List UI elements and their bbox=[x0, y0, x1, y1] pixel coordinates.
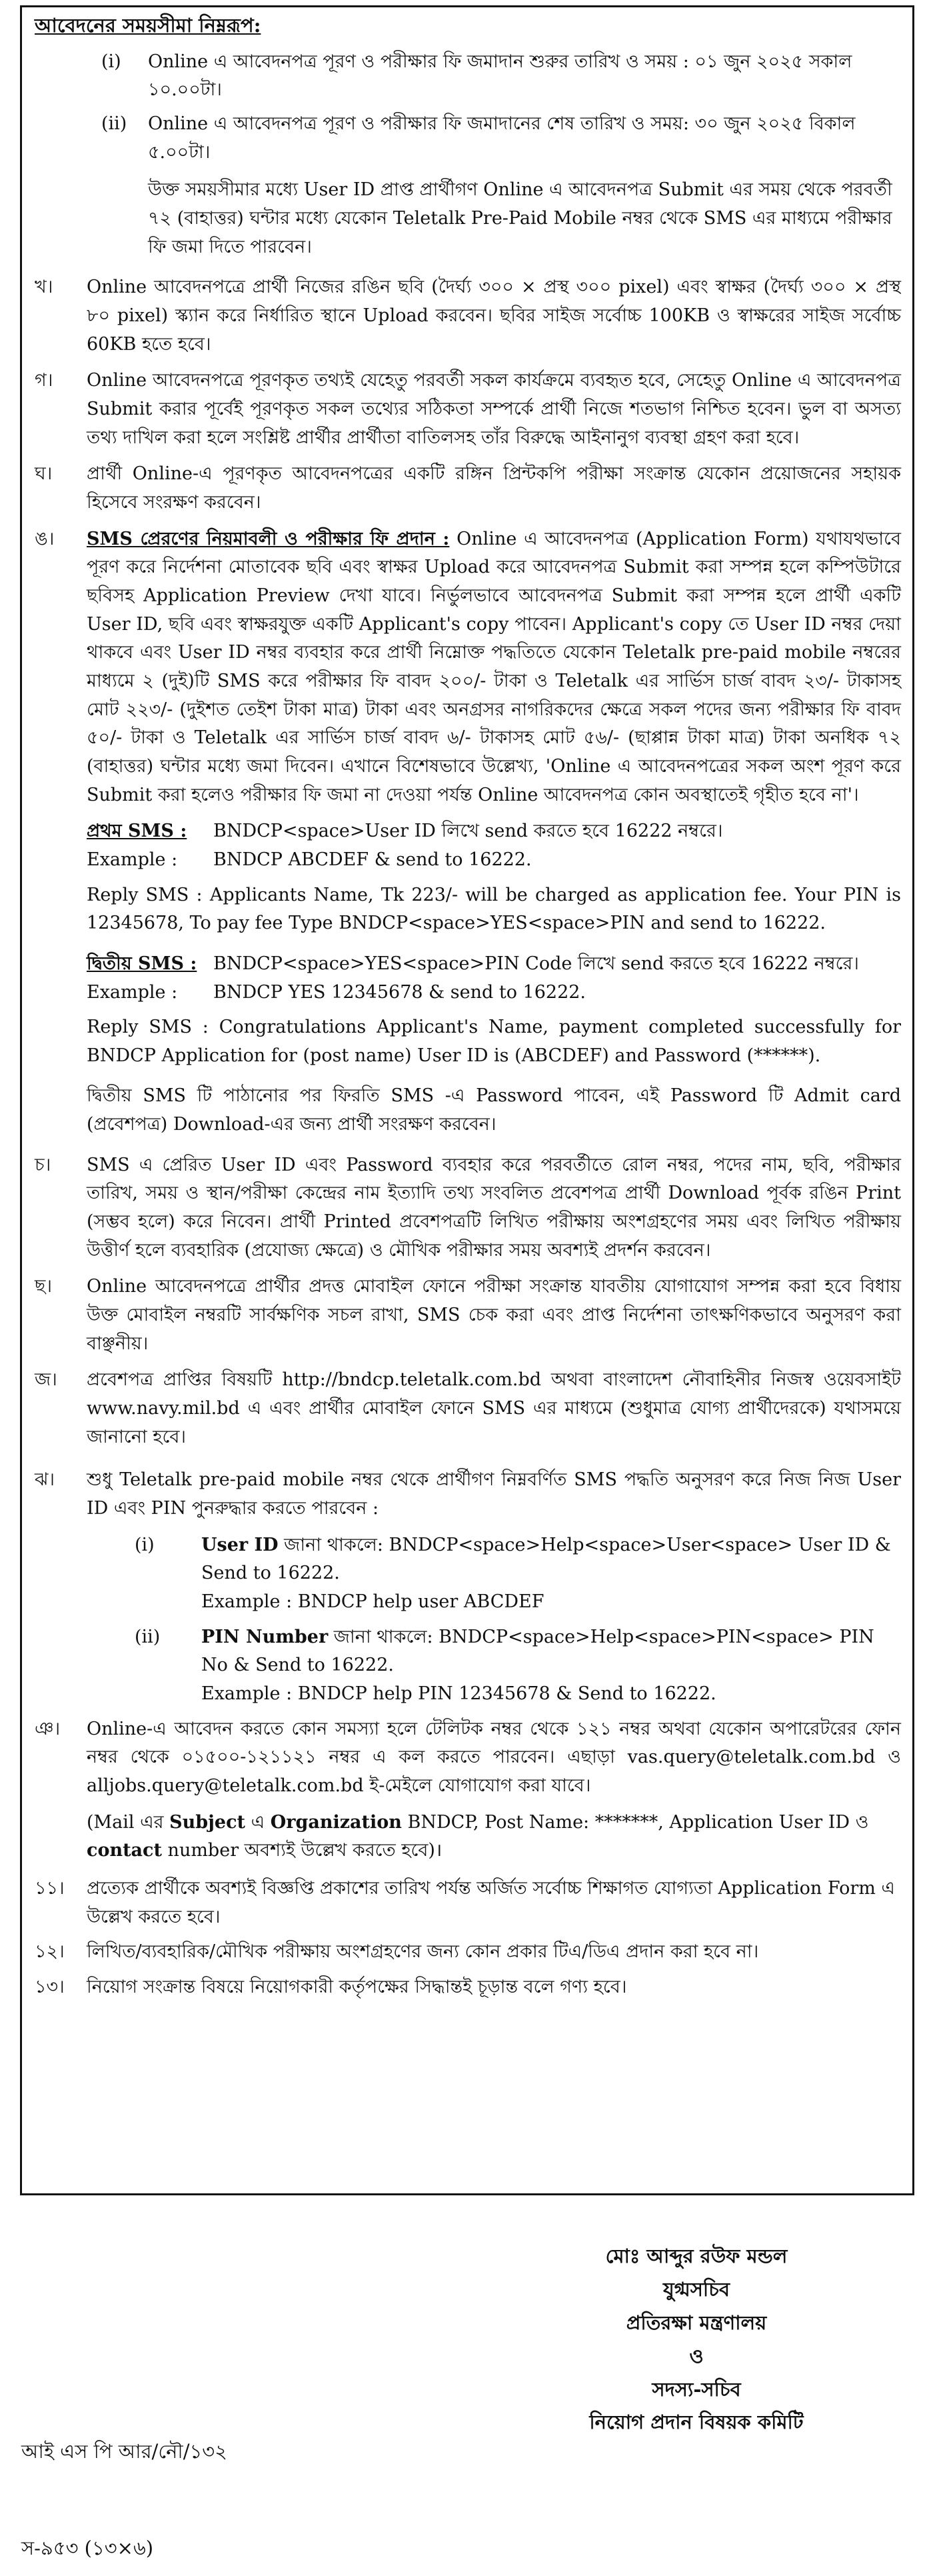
item-number: ঞ। bbox=[35, 1718, 61, 1739]
item-number: খ। bbox=[35, 277, 53, 298]
recovery-text: BNDCP<space>Help<space>User<space> User ID & Send to 16222. bbox=[201, 1534, 891, 1584]
item-number: ১২। bbox=[35, 1941, 65, 1963]
item-number: ১১। bbox=[35, 1877, 65, 1899]
recovery-text: BNDCP<space>Help<space>PIN<space> PIN No & Send to 16222. bbox=[201, 1626, 874, 1676]
item-text: প্রবেশপত্র প্রাপ্তির বিষয়টি http://bndcp.teletalk.com.bd অথবা বাংলাদেশ নৌবাহিনীর নিজস্ব ওয়েবসাইট www.navy.mil.bd এ এবং প্রার্থীর মোবাইল ফোনে SMS এর মাধ্যমে (শুধুমাত্র যোগ্য প্রার্থীদেরকে) যথাসময়ে জানানো হবে। bbox=[87, 1369, 901, 1447]
numbered-item-12 bbox=[35, 1938, 901, 1967]
mail-note-text: BNDCP, Post Name: *******, Application User ID ও bbox=[401, 1811, 869, 1833]
first-sms-text: BNDCP<space>User ID লিখে send করতে হবে 16222 নম্বরে। bbox=[213, 821, 723, 842]
second-sms-block bbox=[35, 950, 901, 1007]
mail-note-text: এ bbox=[245, 1811, 271, 1833]
recovery-known: জানা থাকলে: bbox=[328, 1626, 433, 1647]
instruction-sms-fee bbox=[35, 525, 901, 810]
instruction-nya bbox=[35, 1715, 901, 1801]
signatory-ministry: প্রতিরক্ষা মন্ত্রণালয় bbox=[626, 2311, 767, 2334]
schedule-item bbox=[35, 110, 901, 167]
item-text: Online আবেদনপত্রে পূরণকৃত তথ্যই যেহেতু পরবর্তী সকল কার্যক্রমে ব্যবহৃত হবে, সেহেতু Online এ আবেদনপত্র Submit করার পূর্বেই পূরণকৃত সকল তথ্যের সঠিকতা সম্পর্কে প্রার্থী নিজে শতভাগ নিশ্চিত হবেন। ভুল বা অসত্য তথ্য দাখিল করা হলে সংশ্লিষ্ট প্রার্থীর প্রার্থীতা বাতিলসহ তাঁর বিরুদ্ধে আইনানুগ ব্যবস্থা গ্রহণ করা হবে। bbox=[87, 370, 901, 448]
item-text: প্রার্থী Online-এ পূরণকৃত আবেদনপত্রের একটি রঙ্গিন প্রিন্টকপি পরীক্ষা সংক্রান্ত যেকোন প্রয়োজনের সহায়ক হিসেবে সংরক্ষণ করবেন। bbox=[87, 463, 901, 513]
instruction-ga bbox=[35, 367, 901, 452]
recovery-user-id bbox=[35, 1531, 901, 1617]
schedule-number: (i) bbox=[101, 51, 121, 72]
item-text: শুধু Teletalk pre-paid mobile নম্বর থেকে প্রার্থীগণ নিম্নবর্ণিত SMS পদ্ধতি অনুসরণ করে নিজ নিজ User ID এবং PIN পুনরুদ্ধার করতে পারবেন : bbox=[87, 1469, 901, 1519]
item-number: চ। bbox=[35, 1154, 51, 1175]
memo-number: আই এস পি আর/নৌ/১৩২ bbox=[21, 2440, 227, 2463]
instruction-kha bbox=[35, 273, 901, 359]
signatory-name: মোঃ আব্দুর রউফ মন্ডল bbox=[605, 2245, 788, 2267]
item-number: ঙ। bbox=[35, 528, 55, 549]
password-note: দ্বিতীয় SMS টি পাঠানোর পর ফিরতি SMS -এ Password পাবেন, এই Password টি Admit card (প্রবেশপত্র) Download-এর জন্য প্রার্থী সংরক্ষণ করবেন। bbox=[87, 1085, 901, 1135]
mail-note-bold: Organization bbox=[270, 1811, 402, 1833]
signature-block bbox=[540, 2240, 853, 2439]
second-sms-text: BNDCP<space>YES<space>PIN Code লিখে send করতে হবে 16222 নম্বরে। bbox=[213, 953, 859, 974]
mail-note-text: (Mail এর bbox=[87, 1811, 170, 1833]
print-code: স-৯৫৩ (১৩×৬) bbox=[21, 2537, 154, 2559]
instruction-jha bbox=[35, 1466, 901, 1523]
item-text: প্রত্যেক প্রার্থীকে অবশ্যই বিজ্ঞপ্তি প্রকাশের তারিখ পর্যন্ত অর্জিত সর্বোচ্চ শিক্ষাগত যোগ্যতা Application Form এ উল্লেখ করতে হবে। bbox=[87, 1877, 895, 1927]
signatory-title: যুগ্মসচিব bbox=[662, 2277, 730, 2301]
sms-rules-lead: SMS প্রেরণের নিয়মাবলী ও পরীক্ষার ফি প্রদান : bbox=[87, 528, 450, 549]
second-sms-example: BNDCP YES 12345678 & send to 16222. bbox=[213, 981, 586, 1003]
item-text: Online আবেদনপত্রে প্রার্থীর প্রদত্ত মোবাইল ফোনে পরীক্ষা সংক্রান্ত যাবতীয় যোগাযোগ সম্পন্ন করা হবে বিধায় উক্ত মোবাইল নম্বরটি সার্বক্ষণিক সচল রাখা, SMS চেক করা এবং প্রাপ্ত নির্দেশনা তাৎক্ষণিকভাবে অনুসরণ করা বাঞ্ছনীয়। bbox=[87, 1276, 902, 1354]
numbered-item-13 bbox=[35, 1973, 901, 2002]
instruction-gha bbox=[35, 460, 901, 517]
mail-note-text: number অবশ্যই উল্লেখ করতে হবে)। bbox=[161, 1840, 443, 1861]
mail-note-bold: Subject bbox=[169, 1811, 245, 1833]
item-number: ঘ। bbox=[35, 463, 53, 485]
instruction-ja bbox=[35, 1366, 901, 1451]
numbered-item-11 bbox=[35, 1875, 901, 1931]
item-number: ঝ। bbox=[35, 1469, 55, 1491]
item-number: জ। bbox=[35, 1369, 57, 1391]
first-sms-example: BNDCP ABCDEF & send to 16222. bbox=[213, 849, 532, 870]
schedule-text: Online এ আবেদনপত্র পূরণ ও পরীক্ষার ফি জমাদান শুরুর তারিখ ও সময় : ০১ জুন ২০২৫ সকাল ১০.০০টা। bbox=[148, 51, 852, 101]
mail-subject-note bbox=[35, 1809, 901, 1865]
recovery-title: PIN Number bbox=[201, 1626, 329, 1647]
recovery-title: User ID bbox=[201, 1534, 279, 1555]
recovery-known: জানা থাকলে: bbox=[278, 1534, 383, 1555]
first-sms-label: প্রথম SMS : bbox=[87, 821, 187, 842]
schedule-item bbox=[35, 48, 901, 105]
recovery-example: Example : BNDCP help user ABCDEF bbox=[201, 1591, 544, 1612]
recovery-example: Example : BNDCP help PIN 12345678 & Send to 16222. bbox=[201, 1683, 716, 1704]
first-sms-block bbox=[35, 817, 901, 874]
item-text: Online এ আবেদনপত্র (Application Form) যথাযথভাবে পূরণ করে নির্দেশনা মোতাবেক ছবি এবং স্বাক্ষর Upload করে আবেদনপত্র Submit করা সম্পন্ন হলে কম্পিউটারে ছবিসহ Application Preview দেখা যাবে। নির্ভুলভাবে আবেদনপত্র Submit করা সম্পন্ন হলে প্রার্থী একটি User ID, ছবি এবং স্বাক্ষরযুক্ত একটি Applicant's copy পাবেন। Applicant's copy তে User ID নম্বর দেয়া থাকবে এবং User ID নম্বর ব্যবহার করে প্রার্থী নিম্নোক্ত পদ্ধতিতে যেকোন Teletalk pre-paid mobile নম্বরের মাধ্যমে ২ (দুই)টি SMS করে পরীক্ষার ফি বাবদ ২০০/- টাকা ও Teletalk এর সার্ভিস চার্জ বাবদ ২৩/- টাকাসহ মোট ২২৩/- (দুইশত তেইশ টাকা মাত্র) টাকা এবং অনগ্রসর নাগরিকদের ক্ষেত্রে সকল পদের জন্য পরীক্ষার ফি বাবদ ৫০/- টাকা ও Teletalk এর সার্ভিস চার্জ বাবদ ৬/- টাকাসহ মোট ৫৬/- (ছাপ্পান্ন টাকা মাত্র) টাকা অনধিক ৭২ (বাহাত্তর) ঘন্টার মধ্যে জমা দিবেন। এখানে বিশেষভাবে উল্লেখ্য, 'Online এ আবেদনপত্রের সকল অংশ পূরণ করে Submit করা হলেও পরীক্ষার ফি জমা না দেওয়া পর্যন্ত Online আবেদনপত্র কোন অবস্থাতেই গৃহীত হবে না'। bbox=[87, 528, 901, 805]
schedule-text: Online এ আবেদনপত্র পূরণ ও পরীক্ষার ফি জমাদানের শেষ তারিখ ও সময়: ৩০ জুন ২০২৫ বিকাল ৫.০০টা। bbox=[148, 113, 856, 163]
example-label: Example : bbox=[87, 849, 178, 870]
item-number: গ। bbox=[35, 370, 53, 391]
notice-body bbox=[35, 11, 901, 2009]
example-label: Example : bbox=[87, 981, 178, 1003]
mail-note-bold: contact bbox=[87, 1840, 162, 1861]
instruction-cha bbox=[35, 1151, 901, 1265]
recovery-pin bbox=[35, 1623, 901, 1709]
recovery-number: (ii) bbox=[135, 1626, 161, 1647]
signatory-and: ও bbox=[689, 2344, 704, 2367]
item-number: ছ। bbox=[35, 1276, 53, 1297]
signatory-committee: নিয়োগ প্রদান বিষয়ক কমিটি bbox=[589, 2411, 804, 2434]
schedule-number: (ii) bbox=[101, 113, 127, 135]
signatory-member: সদস্য-সচিব bbox=[652, 2377, 741, 2401]
second-sms-label: দ্বিতীয় SMS : bbox=[87, 953, 197, 974]
item-text: Online-এ আবেদন করতে কোন সমস্যা হলে টেলিটক নম্বর থেকে ১২১ নম্বর অথবা যেকোন অপারেটরের ফোন নম্বর থেকে ০১৫০০-১২১১২১ নম্বর এ কল করতে পারবেন। এছাড়া vas.query@teletalk.com.bd ও alljobs.query@teletalk.com.bd ই-মেইলে যোগাযোগ করা যাবে। bbox=[87, 1718, 901, 1796]
second-sms-reply: Reply SMS : Congratulations Applicant's Name, payment completed successfully for BNDCP Application for (post name) User ID is (ABCDEF) and Password (******). bbox=[87, 1017, 901, 1066]
first-sms-reply: Reply SMS : Applicants Name, Tk 223/- will be charged as application fee. Your PIN is 12345678, To pay fee Type BNDCP<space>YES<space>PIN and send to 16222. bbox=[87, 884, 901, 934]
item-text: লিখিত/ব্যবহারিক/মৌখিক পরীক্ষায় অংশগ্রহণের জন্য কোন প্রকার টিএ/ডিএ প্রদান করা হবে না। bbox=[87, 1941, 759, 1963]
instruction-chha bbox=[35, 1273, 901, 1358]
item-number: ১৩। bbox=[35, 1976, 65, 1997]
recovery-number: (i) bbox=[135, 1534, 155, 1555]
item-text: Online আবেদনপত্রে প্রার্থী নিজের রঙিন ছবি (দৈর্ঘ্য ৩০০ × প্রস্থ ৩০০ pixel) এবং স্বাক্ষর (দৈর্ঘ্য ৩০০ × প্রস্থ ৮০ pixel) স্ক্যান করে নির্ধারিত স্থানে Upload করবেন। ছবির সাইজ সর্বোচ্চ 100KB ও স্বাক্ষরের সাইজ সর্বোচ্চ 60KB হতে হবে। bbox=[87, 277, 901, 355]
application-deadline-heading: আবেদনের সময়সীমা নিম্নরূপ: bbox=[35, 14, 261, 37]
schedule-note: উক্ত সময়সীমার মধ্যে User ID প্রাপ্ত প্রার্থীগণ Online এ আবেদনপত্র Submit এর সময় থেকে পরবর্তী ৭২ (বাহাত্তর) ঘন্টার মধ্যে যেকোন Teletalk Pre-Paid Mobile নম্বর থেকে SMS এর মাধ্যমে পরীক্ষার ফি জমা দিতে পারবেন। bbox=[148, 179, 892, 257]
item-text: নিয়োগ সংক্রান্ত বিষয়ে নিয়োগকারী কর্তৃপক্ষের সিদ্ধান্তই চূড়ান্ত বলে গণ্য হবে। bbox=[87, 1976, 627, 1997]
item-text: SMS এ প্রেরিত User ID এবং Password ব্যবহার করে পরবর্তীতে রোল নম্বর, পদের নাম, ছবি, পরীক্ষার তারিখ, সময় ও স্থান/পরীক্ষা কেন্দ্রের নাম ইত্যাদি তথ্য সংবলিত প্রবেশপত্র প্রার্থী Download পূর্বক রঙিন Print (সম্ভব হলে) করে নিবেন। প্রার্থী Printed প্রবেশপত্রটি লিখিত পরীক্ষায় অংশগ্রহণের সময় এবং লিখিত পরীক্ষায় উত্তীর্ণ হলে ব্যবহারিক (প্রযোজ্য ক্ষেত্রে) ও মৌখিক পরীক্ষার সময় অবশ্যই প্রদর্শন করবেন। bbox=[87, 1154, 901, 1261]
